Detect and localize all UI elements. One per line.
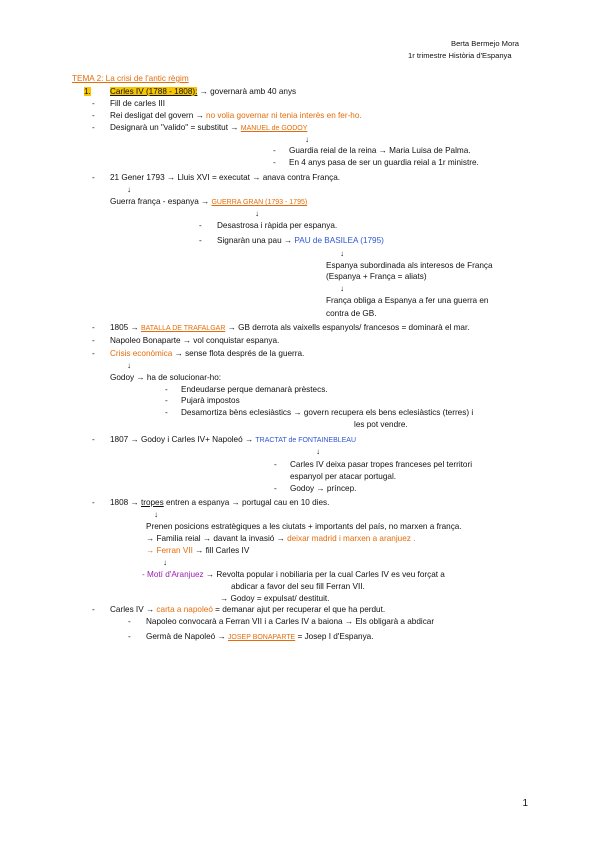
line-familia-reial: → Familia reial → davant la invasió → deixar madrid i marxen a aranjuez . <box>146 534 416 543</box>
bullet: - <box>92 123 95 132</box>
line-21-gener-1793: 21 Gener 1793 → Lluis XVI = executat → anava contra França. <box>110 173 341 182</box>
bullet: - <box>165 408 168 417</box>
bullet: - <box>92 336 95 345</box>
line-en-4-anys: En 4 anys pasa de ser un guardia reial a 1r ministre. <box>289 158 479 167</box>
down-arrow-icon: ↓ <box>255 209 259 218</box>
bullet: - <box>92 173 95 182</box>
bullet: - <box>274 460 277 469</box>
line-guardia-reial: Guardia reial de la reina → Maria Luisa de Palma. <box>289 146 471 155</box>
line-1805-trafalgar: 1805 → BATALLA DE TRAFALGAR → GB derrota als vaixells espanyols/ francesos = dominarà el mar. <box>110 323 470 332</box>
bullet: - <box>92 435 95 444</box>
bullet: - <box>92 605 95 614</box>
line-godoy-solucionar: Godoy → ha de solucionar-ho: <box>110 373 222 382</box>
line-carta-napoleo: Carles IV → carta a napoleó = demanar ajut per recuperar el que ha perdut. <box>110 605 386 614</box>
line-espanya-franca-aliats: (Espanya + França = aliats) <box>326 272 427 281</box>
line-espanya-subordinada: Espanya subordinada als interesos de França <box>326 261 493 270</box>
line-godoy-expulsat: → Godoy = expulsat/ destituit. <box>220 594 330 603</box>
section-heading-highlight: Carles IV (1788 - 1808): <box>110 87 198 96</box>
bullet: - <box>92 111 95 120</box>
line-rei-desligat: Rei desligat del govern → no volia governar ni tenia interès en fer-ho. <box>110 111 362 120</box>
line-prenen-posicions: Prenen posicions estratègiques a les ciutats + importants del país, no marxen a frança. <box>146 522 462 531</box>
guerra-gran-link: GUERRA GRAN (1793 - 1795) <box>211 199 308 206</box>
line-1808-tropes: 1808 → tropes entren a espanya → portugal cau en 10 dies. <box>110 498 330 507</box>
page-title: TEMA 2: La crisi de l'antic règim <box>72 74 189 83</box>
line-abdicar-favor: abdicar a favor del seu fill Ferran VII. <box>231 582 365 591</box>
line-moti-aranjuez: - Motí d'Aranjuez → Revolta popular i nobiliaria per la cual Carles IV es veu forçat a <box>142 570 445 579</box>
line-espanyol-portugal: espanyol per atacar portugal. <box>290 472 397 481</box>
bullet: - <box>274 484 277 493</box>
line-fill-de-carles: Fill de carles III <box>110 99 166 108</box>
line-ferran-vii: → Ferran VII → fill Carles IV <box>146 546 250 555</box>
bullet: - <box>165 396 168 405</box>
line-desamortiza: Desamortiza bèns eclesiàstics → govern recupera els bens eclesiàstics (terres) i <box>181 408 474 417</box>
header-author: Berta Bermejo Mora <box>451 39 519 48</box>
bullet: - <box>199 236 202 245</box>
line-desastrosa: Desastrosa i ràpida per espanya. <box>217 221 338 230</box>
bullet: - <box>199 221 202 230</box>
down-arrow-icon: ↓ <box>305 135 309 144</box>
line-1807-fontainebleau: 1807 → Godoy i Carles IV+ Napoleó → TRACTAT de FONTAINEBLEAU <box>110 435 357 444</box>
down-arrow-icon: ↓ <box>316 447 320 456</box>
line-josep-bonaparte: Germà de Napoleó → JOSEP BONAPARTE = Josep I d'Espanya. <box>146 632 374 641</box>
line-endeudarse: Endeudarse perque demanarà prèstecs. <box>181 385 328 394</box>
bullet: - <box>92 323 95 332</box>
godoy-link: MANUEL de GODOY <box>240 125 308 132</box>
down-arrow-icon: ↓ <box>163 558 167 567</box>
bullet: - <box>273 158 276 167</box>
line-godoy-princep: Godoy → príncep. <box>290 484 357 493</box>
line-franca-obliga: França obliga a Espanya a fer una guerra en <box>326 296 489 305</box>
line-contra-gb: contra de GB. <box>326 309 377 318</box>
line-designara-valido: Designarà un "valido" = substitut → MANUEL de GODOY <box>110 123 308 132</box>
line-les-pot-vendre: les pot vendre. <box>354 420 408 429</box>
down-arrow-icon: ↓ <box>127 185 131 194</box>
bullet: - <box>92 99 95 108</box>
down-arrow-icon: ↓ <box>340 284 344 293</box>
section-number: 1. <box>84 87 91 96</box>
bullet: - <box>92 349 95 358</box>
bullet: - <box>128 617 131 626</box>
trafalgar-link: BATALLA DE TRAFALGAR <box>140 325 226 332</box>
section-heading: Carles IV (1788 - 1808): → governarà amb 40 anys <box>110 87 297 96</box>
line-carles-deixa-pasar: Carles IV deixa pasar tropes franceses pel territori <box>290 460 473 469</box>
line-napoleo-convocara: Napoleo convocarà a Ferran VII i a Carles IV a baiona → Els obligarà a abdicar <box>146 617 435 626</box>
bullet: - <box>92 498 95 507</box>
josep-bonaparte-link: JOSEP BONAPARTE <box>227 634 296 641</box>
bullet: - <box>165 385 168 394</box>
line-crisis-economica: Crisis econòmica → sense flota després de la guerra. <box>110 349 305 358</box>
down-arrow-icon: ↓ <box>127 361 131 370</box>
line-pujara-impostos: Pujarà impostos <box>181 396 240 405</box>
down-arrow-icon: ↓ <box>154 510 158 519</box>
bullet: - <box>273 146 276 155</box>
tractat-fontainebleau: TRACTAT de FONTAINEBLEAU <box>255 437 357 444</box>
down-arrow-icon: ↓ <box>340 249 344 258</box>
line-signaran-pau: Signaràn una pau → PAU de BASILEA (1795) <box>217 236 384 245</box>
bullet: - <box>128 632 131 641</box>
page-number: 1 <box>522 798 528 809</box>
line-guerra-franca-espanya: Guerra frança - espanya → GUERRA GRAN (1793 - 1795) <box>110 197 308 206</box>
pau-basilea: PAU de BASILEA (1795) <box>294 236 384 245</box>
line-napoleo-bonaparte: Napoleo Bonaparte → vol conquistar espanya. <box>110 336 280 345</box>
header-course: 1r trimestre Història d'Espanya <box>408 51 512 60</box>
